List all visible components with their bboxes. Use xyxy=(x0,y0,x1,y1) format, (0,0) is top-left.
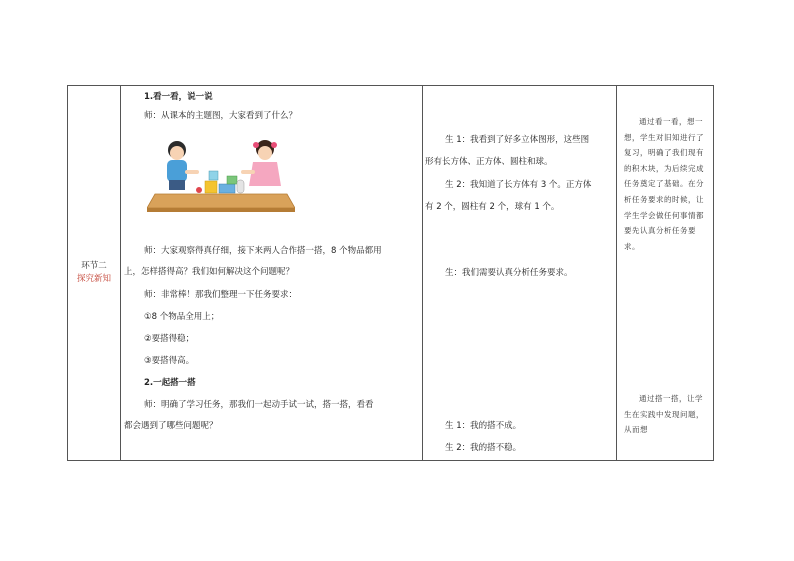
requirement-3: ③要搭得高。 xyxy=(144,356,195,366)
stage-name: 探究新知 xyxy=(76,274,111,284)
teacher-question-3: 师：非常棒！那我们整理一下任务要求： xyxy=(144,290,298,300)
student-column xyxy=(422,86,616,460)
teacher-column xyxy=(120,86,422,460)
stage-label: 环节二 xyxy=(81,261,107,271)
teacher-question-2-line-2: 上，怎样搭得高？我们如何解决这个问题呢？ xyxy=(124,267,295,277)
section-1-title: 1.看一看，说一说 xyxy=(144,92,213,102)
student-answer-1-line-1: 生 1：我看到了好多立体图形，这些图 xyxy=(445,135,590,145)
student-answer-3: 生：我们需要认真分析任务要求。 xyxy=(445,268,573,278)
section-2-title: 2.一起搭一搭 xyxy=(144,378,196,388)
student-answer-4: 生 1：我的搭不成。 xyxy=(445,421,522,431)
design-note-2 xyxy=(624,391,708,438)
student-answer-1-line-2: 形有长方体、正方体、圆柱和球。 xyxy=(425,157,553,167)
textbook-illustration xyxy=(147,136,295,214)
requirement-1: ①8 个物品全用上； xyxy=(144,312,220,322)
design-note-1 xyxy=(624,114,708,254)
student-answer-5: 生 2：我的搭不稳。 xyxy=(445,443,522,453)
student-answer-2-line-1: 生 2：我知道了长方体有 3 个。正方体 xyxy=(445,180,592,190)
teacher-question-4-line-1: 师：明确了学习任务，那我们一起动手试一试，搭一搭，看看 xyxy=(144,400,374,410)
teacher-question-2-line-1: 师：大家观察得真仔细，接下来两人合作搭一搭，8 个物品都用 xyxy=(144,246,382,256)
teacher-question-1: 师：从课本的主题图，大家看到了什么？ xyxy=(144,111,298,121)
design-intent-column xyxy=(616,86,715,460)
stage-cell xyxy=(68,86,120,460)
design-note-1-text: 通过看一看，想一想，学生对旧知进行了复习，明确了我们现有的积木块，为后续完成任务奠定了基础。在分析任务要求的时候，让学生学会做任何事情都要先认真分析任务要求。 xyxy=(624,117,704,251)
requirement-2: ②要搭得稳； xyxy=(144,334,195,344)
teacher-question-4-line-2: 都会遇到了哪些问题呢？ xyxy=(124,421,218,431)
design-note-2-text: 通过搭一搭，让学生在实践中发现问题，从而想 xyxy=(624,394,704,435)
lesson-table xyxy=(67,85,714,461)
student-answer-2-line-2: 有 2 个，圆柱有 2 个，球有 1 个。 xyxy=(425,202,560,212)
